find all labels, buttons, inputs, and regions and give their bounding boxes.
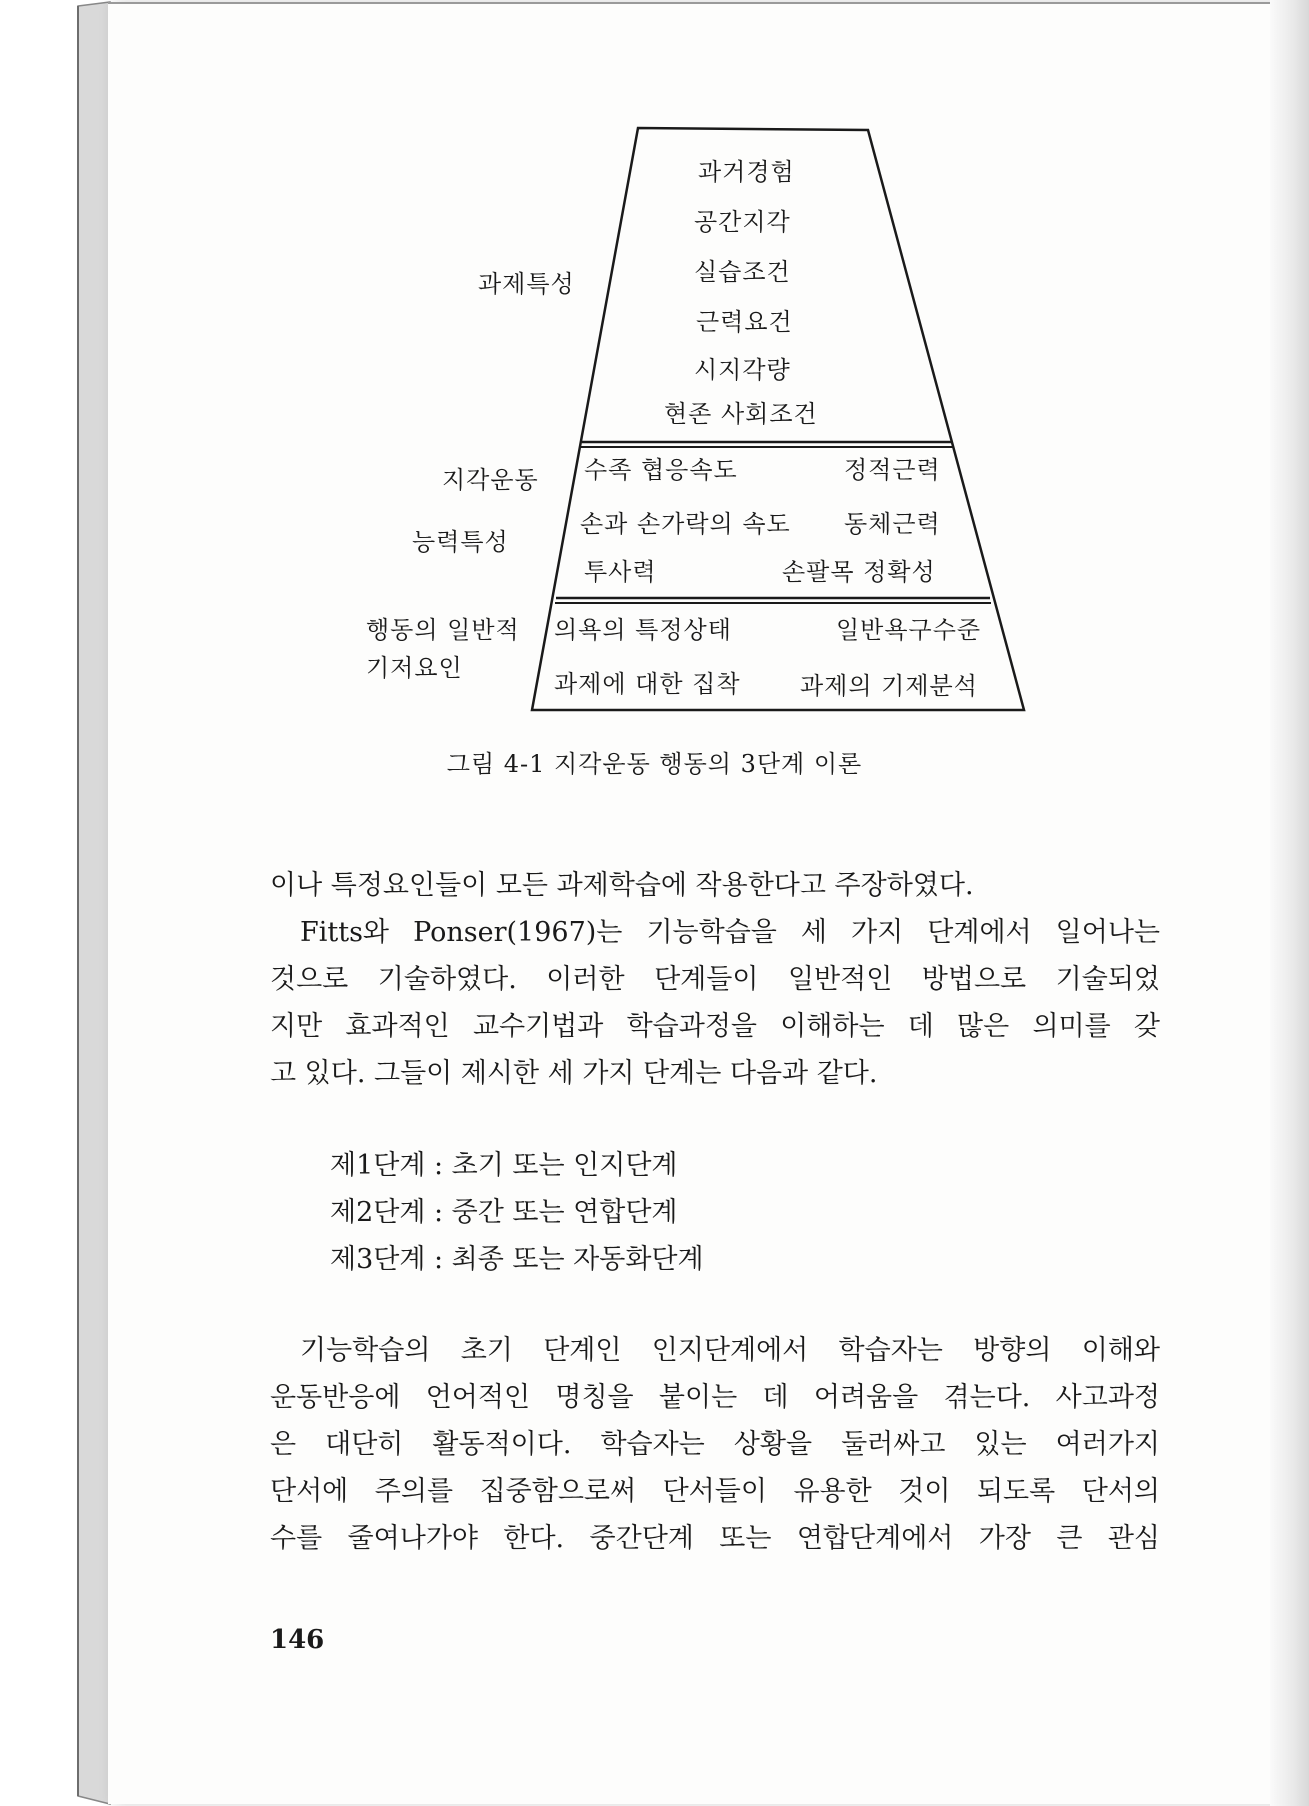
bottom-right-item-1: 일반욕구수준 xyxy=(836,616,982,644)
page-top-edge xyxy=(108,2,1308,4)
stage-3: 제3단계 : 최종 또는 자동화단계 xyxy=(330,1244,704,1275)
top-item-past-experience: 과거경험 xyxy=(698,158,795,186)
text-line: Fitts와 Ponser(1967)는 기능학습을 세 가지 단계에서 일어나는 xyxy=(300,917,1160,948)
label-underlying-factors: 기저요인 xyxy=(366,654,463,682)
top-item-spatial-perception: 공간지각 xyxy=(694,208,791,236)
text-line: 수를 줄여나가야 한다. 중간단계 또는 연합단계에서 가장 큰 관심 xyxy=(270,1523,1160,1554)
bottom-left-item-2: 과제에 대한 집착 xyxy=(554,670,741,698)
page-number: 146 xyxy=(270,1625,325,1655)
top-item-visual-perception: 시지각량 xyxy=(694,356,791,384)
middle-right-item-1: 정적근력 xyxy=(844,456,941,484)
figure-caption: 그림 4-1 지각운동 행동의 3단계 이론 xyxy=(446,750,863,778)
text-line: 지만 효과적인 교수기법과 학습과정을 이해하는 데 많은 의미를 갖 xyxy=(270,1011,1160,1042)
text-line: 은 대단히 활동적이다. 학습자는 상황을 둘러싸고 있는 여러가지 xyxy=(270,1429,1160,1460)
top-item-social-conditions: 현존 사회조건 xyxy=(664,400,818,428)
top-item-practice-conditions: 실습조건 xyxy=(694,258,791,286)
label-ability-characteristics: 능력특성 xyxy=(412,528,509,556)
text-line: 것으로 기술하였다. 이러한 단계들이 일반적인 방법으로 기술되었 xyxy=(270,964,1160,995)
text-line: 이나 특정요인들이 모든 과제학습에 작용한다고 주장하였다. xyxy=(270,870,974,901)
middle-left-item-3: 투사력 xyxy=(584,558,657,586)
text-line: 고 있다. 그들이 제시한 세 가지 단계는 다음과 같다. xyxy=(270,1058,878,1089)
middle-left-item-2: 손과 손가락의 속도 xyxy=(580,510,791,538)
text-line: 운동반응에 언어적인 명칭을 붙이는 데 어려움을 겪는다. 사고과정 xyxy=(270,1382,1160,1413)
bottom-right-item-2: 과제의 기제분석 xyxy=(800,672,978,700)
stage-2: 제2단계 : 중간 또는 연합단계 xyxy=(330,1197,678,1228)
middle-right-item-2: 동체근력 xyxy=(844,510,941,538)
middle-right-item-3: 손팔목 정확성 xyxy=(782,558,936,586)
bottom-left-item-1: 의욕의 특정상태 xyxy=(554,616,732,644)
text-line: 기능학습의 초기 단계인 인지단계에서 학습자는 방향의 이해와 xyxy=(300,1335,1160,1366)
label-general-behavior: 행동의 일반적 xyxy=(366,616,520,644)
middle-left-item-1: 수족 협응속도 xyxy=(584,456,738,484)
stage-1: 제1단계 : 초기 또는 인지단계 xyxy=(330,1150,678,1181)
page-shadow xyxy=(1270,0,1309,1806)
label-perceptual-motor: 지각운동 xyxy=(442,466,539,494)
top-item-strength-requirements: 근력요건 xyxy=(696,308,793,336)
text-line: 단서에 주의를 집중함으로써 단서들이 유용한 것이 되도록 단서의 xyxy=(270,1476,1160,1507)
label-task-characteristics: 과제특성 xyxy=(478,270,575,298)
